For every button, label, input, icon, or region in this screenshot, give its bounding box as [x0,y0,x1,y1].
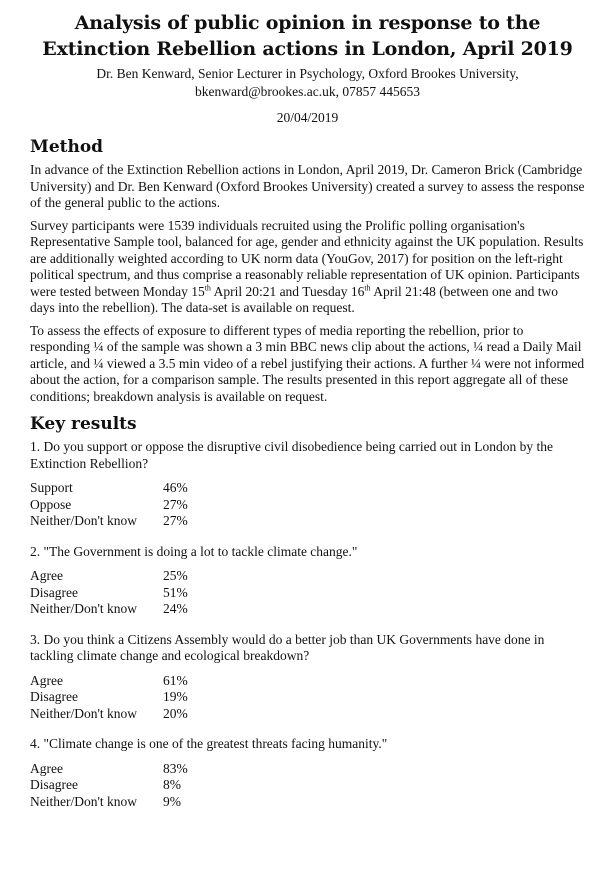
questions-list [30,439,585,810]
answer-label: Neither/Don't know [30,513,138,528]
answer-percentage: 20% [163,705,188,721]
document-title [30,10,585,62]
method-p2-part-b: April 20:21 and Tuesday 16 [210,283,365,299]
answer-label: Support [30,480,73,495]
answer-label: Agree [30,672,63,688]
answer-label: Neither/Don't know [30,601,138,616]
result-row [30,497,188,514]
question-1-text: 1. Do you support or oppose the disruptive civil disobedience being carried out in London by the Extinction Rebellion? [30,439,554,471]
answer-label: Neither/Don't know [30,793,138,809]
answer-percentage: 83% [163,760,188,776]
result-row [30,689,188,706]
answer-percentage: 27% [163,496,188,512]
result-row [30,601,188,618]
answer-label: Oppose [30,496,72,512]
answer-percentage: 51% [163,584,188,600]
title-line-2: Extinction Rebellion actions in London, April 2019 [42,38,573,60]
result-row [30,585,188,602]
ordinal-suffix-2: th [364,283,371,292]
answer-label: Disagree [30,689,78,704]
question-3-text: 3. Do you think a Citizens Assembly would do a better job than UK Governments have done in tackling climate change and ecological breakdown? [30,631,545,663]
answer-label: Agree [30,760,63,776]
answer-label: Agree [30,568,63,583]
result-row [30,513,188,530]
answer-percentage: 9% [163,793,181,809]
result-row [30,777,188,794]
question-1-results-table [30,480,188,530]
key-results-heading: Key results [30,414,137,434]
result-row [30,761,188,778]
question-3-results-table [30,673,188,723]
answer-percentage: 27% [163,513,188,528]
answer-percentage: 24% [163,601,188,616]
question-2-text: 2. "The Government is doing a lot to tackle climate change." [30,543,358,559]
answer-percentage: 8% [163,777,181,792]
question-4-text: 4. "Climate change is one of the greatest threats facing humanity." [30,736,388,751]
method-heading: Method [30,137,104,157]
method-paragraph-3: To assess the effects of exposure to different types of media reporting the rebellion, prior to responding ¼ of the sample was shown a 3 min BBC news clip about the actions, ¼ read a Daily Mail article, and ¼ viewed a 3.5 min video of a rebel justifying their actions. A further ¼ were not informed about the action, for a comparison sample. The results presented in this report aggregate all of these conditions; breakdown analysis is available on request. [30,322,585,404]
question-2-results-table [30,568,188,618]
document-date: 20/04/2019 [276,110,339,125]
author-info [30,65,585,101]
question-4-results-table [30,761,188,811]
author-line-1: Dr. Ben Kenward, Senior Lecturer in Psychology, Oxford Brookes University, [96,66,519,81]
title-line-1: Analysis of public opinion in response to the [74,12,541,34]
answer-percentage: 61% [163,672,188,688]
answer-percentage: 19% [163,689,188,704]
ordinal-suffix-1: th [204,283,211,292]
method-paragraph-2 [30,218,585,317]
author-contact: bkenward@brookes.ac.uk, 07857 445653 [194,84,420,99]
answer-label: Neither/Don't know [30,705,138,721]
method-paragraph-1: In advance of the Extinction Rebellion actions in London, April 2019, Dr. Cameron Brick (Cambridge University) and Dr. Ben Kenward (Oxford Brookes University) created a survey to assess the response of the general public to the actions. [30,162,585,210]
answer-percentage: 25% [163,568,188,583]
answer-label: Disagree [30,777,78,792]
method-p2-part-a: Survey participants were 1539 individuals recruited using the Prolific polling organisation's Representative Sample tool, balanced for age, gender and ethnicity against the UK population. Results are additionally weighted according to UK norm data (YouGov, 2017) for position on the left-right political spectrum, and thus comprise a reasonably reliable representation of UK opinion. Participants were tested between Monday 15 [30,217,584,299]
answer-percentage: 46% [163,480,188,495]
result-row [30,794,188,811]
result-row [30,673,188,690]
result-row [30,480,188,497]
result-row [30,706,188,723]
answer-label: Disagree [30,584,78,600]
method-p2-part-c: April 21:48 (between one and two days into the rebellion). The data-set is available on request. [30,283,559,315]
result-row [30,568,188,585]
